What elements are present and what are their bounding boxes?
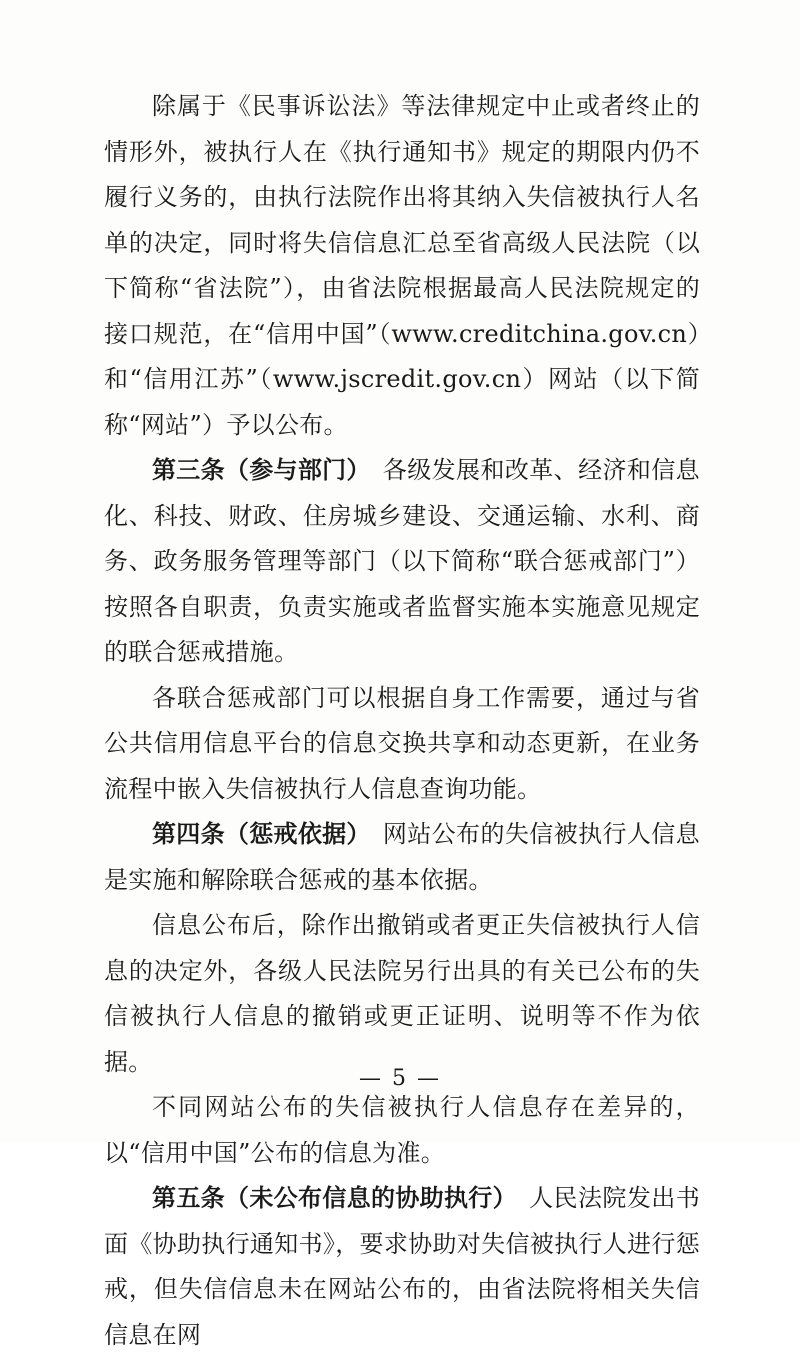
paragraph-article-5 xyxy=(104,1176,700,1358)
article-4-heading: 第四条（惩戒依据） xyxy=(152,820,371,848)
article-5-text: 人民法院发出书面《协助执行通知书》，要求协助对失信被执行人进行惩戒，但失信信息未在网站公布的，由省法院将相关失信信息在网 xyxy=(104,1184,701,1349)
paragraph-3-text: 各联合惩戒部门可以根据自身工作需要，通过与省公共信用信息平台的信息交换共享和动态更新，在业务流程中嵌入失信被执行人信息查询功能。 xyxy=(104,683,700,803)
article-3-heading: 第三条（参与部门） xyxy=(152,456,371,484)
paragraph-6 xyxy=(104,1085,700,1176)
paragraph-article-4 xyxy=(104,812,700,903)
paragraph-article-3 xyxy=(104,448,700,676)
paragraph-5 xyxy=(104,903,700,1085)
paragraph-6-text: 不同网站公布的失信被执行人信息存在差异的，以“信用中国”公布的信息为准。 xyxy=(104,1093,700,1167)
document-body xyxy=(104,84,700,1358)
paragraph-5-text: 信息公布后，除作出撤销或者更正失信被执行人信息的决定外，各级人民法院另行出具的有关已公布的失信被执行人信息的撤销或更正证明、说明等不作为依据。 xyxy=(104,911,700,1076)
paragraph-1 xyxy=(104,84,700,448)
article-3-text: 各级发展和改革、经济和信息化、科技、财政、住房城乡建设、交通运输、水利、商务、政务服务管理等部门（以下简称“联合惩戒部门”）按照各自职责，负责实施或者监督实施本实施意见规定的联合惩戒措施。 xyxy=(104,456,700,666)
article-4-text: 网站公布的失信被执行人信息是实施和解除联合惩戒的基本依据。 xyxy=(104,820,700,894)
page-number: — 5 — xyxy=(359,1066,441,1091)
paragraph-3 xyxy=(104,676,700,813)
article-5-heading: 第五条（未公布信息的协助执行） xyxy=(152,1184,517,1212)
paragraph-1-text: 除属于《民事诉讼法》等法律规定中止或者终止的情形外，被执行人在《执行通知书》规定的期限内仍不履行义务的，由执行法院作出将其纳入失信被执行人名单的决定，同时将失信信息汇总至省高级人民法院（以下简称“省法院”），由省法院根据最高人民法院规定的接口规范，在“信用中国”（www.creditchina.gov.cn）和“信用江苏”（www.jscredit.gov.cn）网站（以下简称“网站”）予以公布。 xyxy=(104,92,700,439)
